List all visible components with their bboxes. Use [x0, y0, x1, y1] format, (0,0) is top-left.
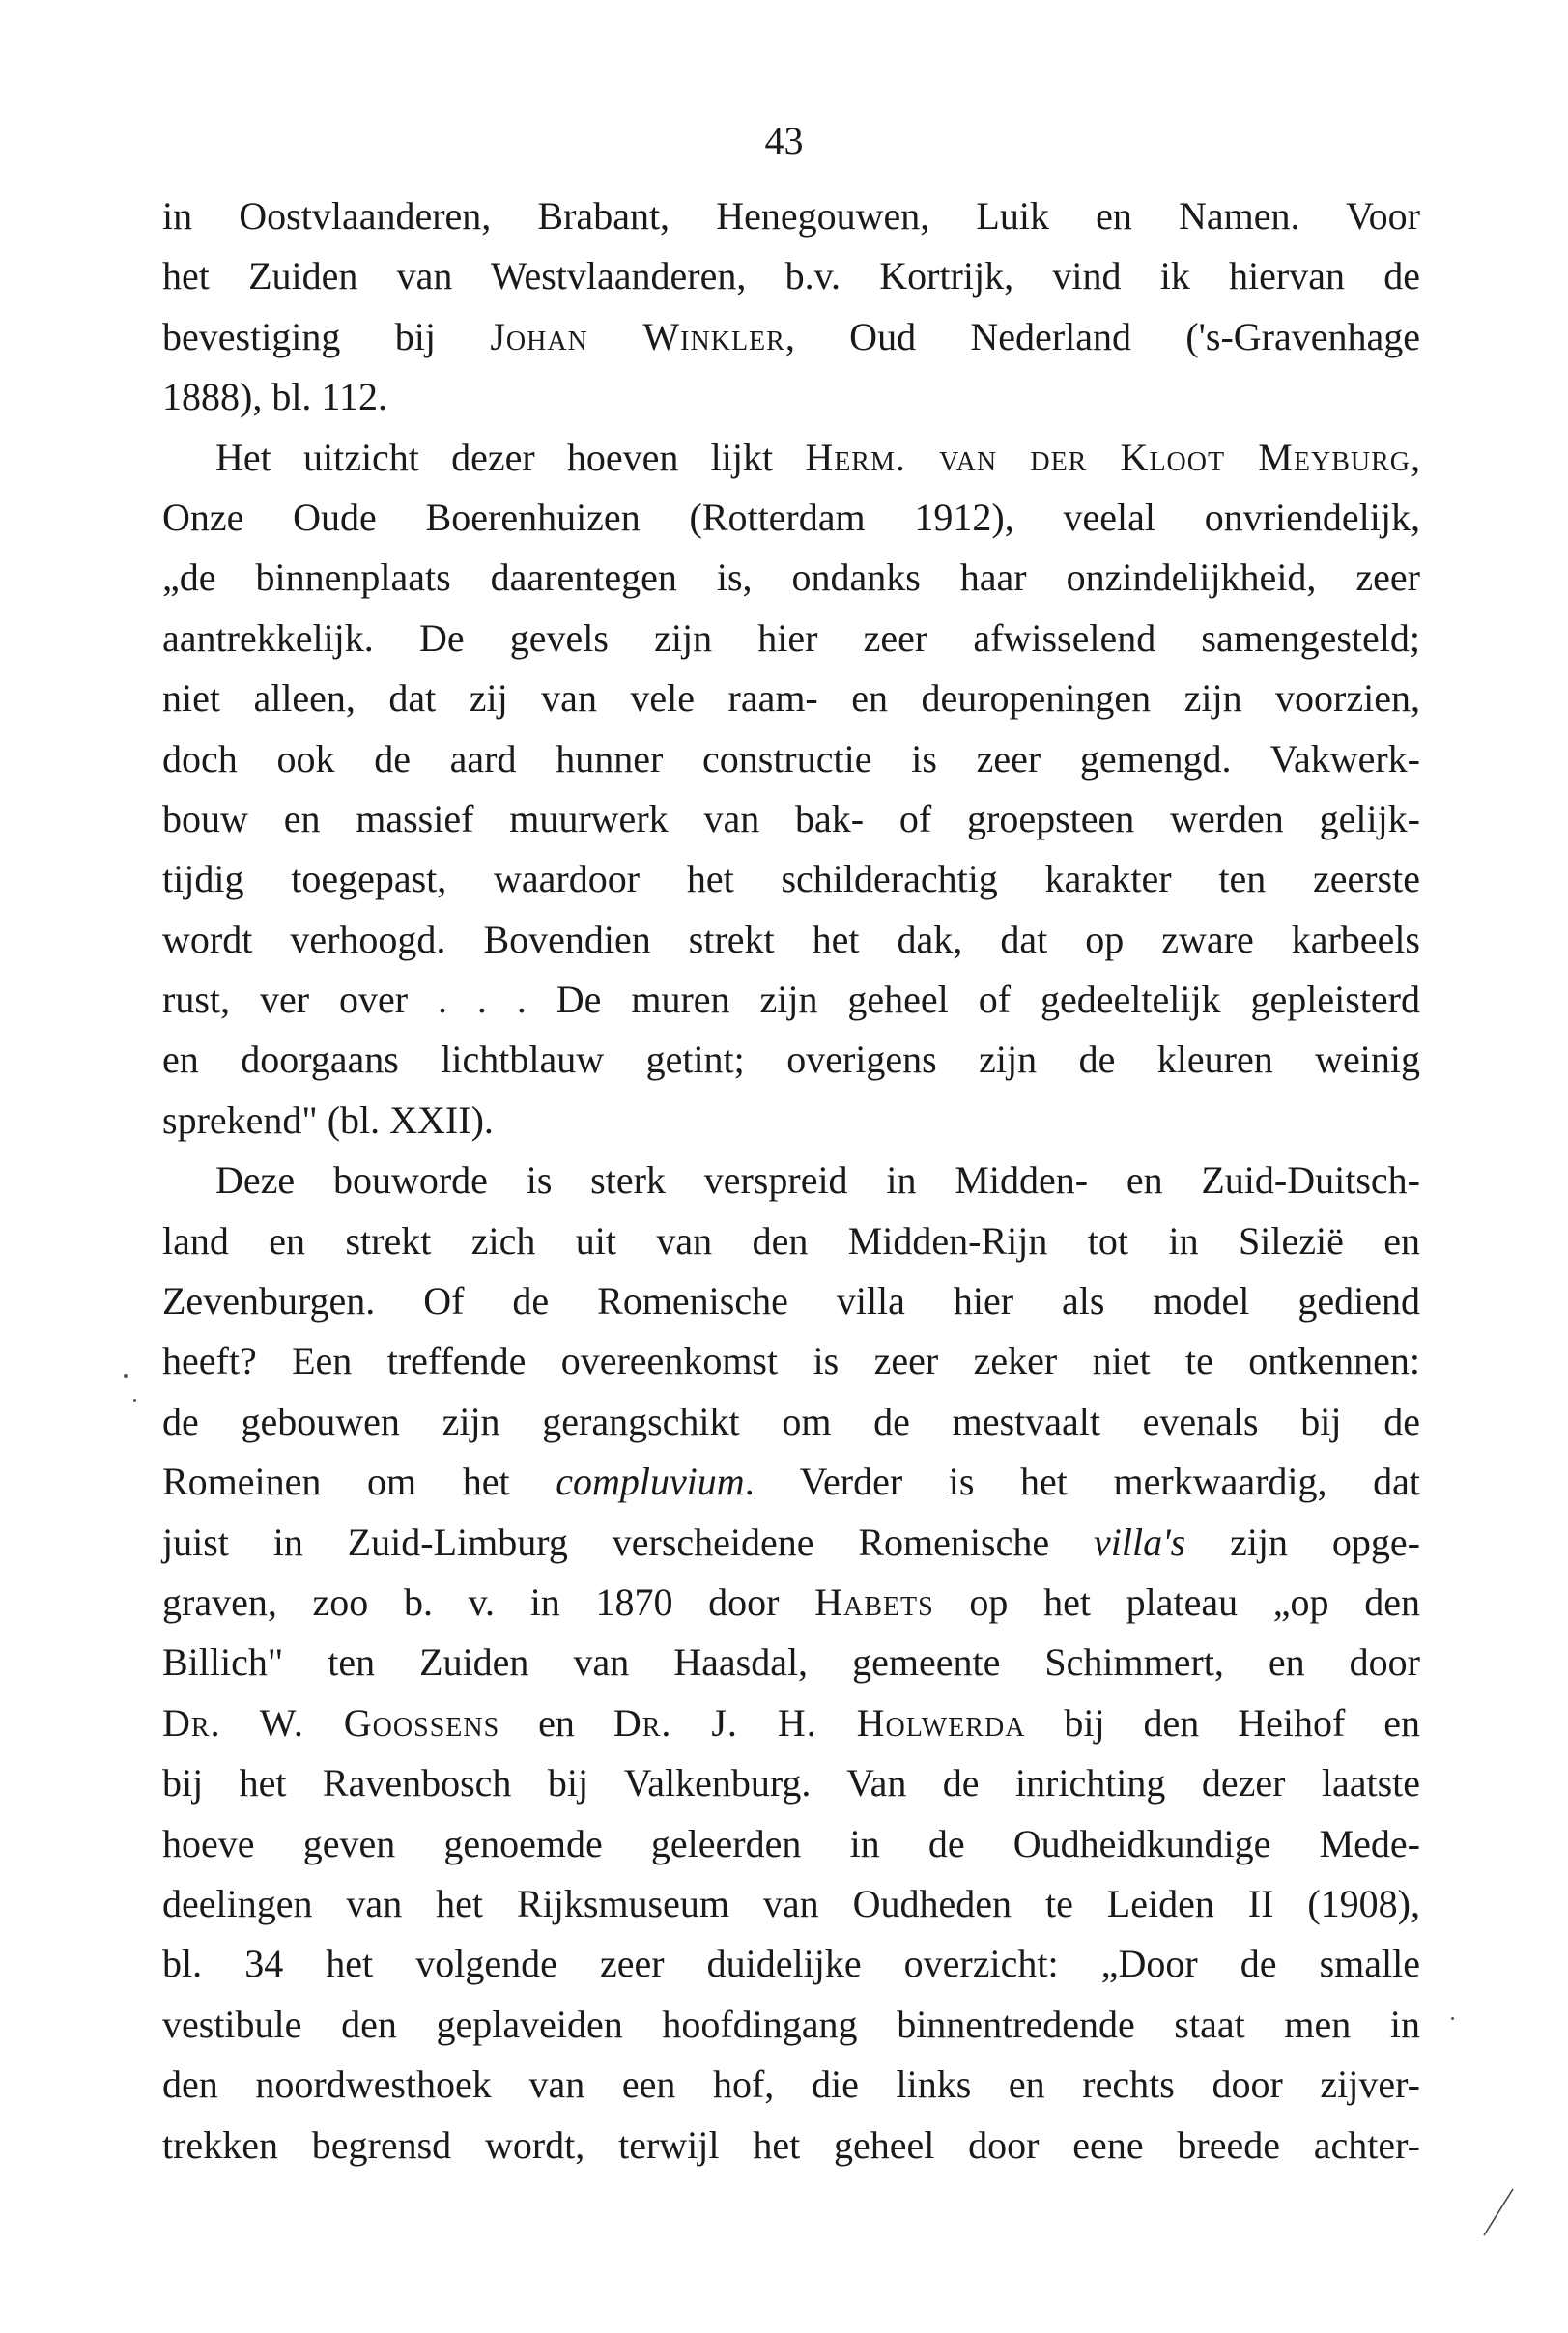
text-segment: , — [1411, 435, 1420, 479]
text-segment: tijdig toegepast, waardoor het schilderachtig karakter ten zeerste — [162, 857, 1420, 901]
text-segment: Onze Oude Boerenhuizen (Rotterdam 1912), veelal onvriendelijk, — [162, 495, 1420, 539]
text-segment: Het uitzicht dezer hoeven lijkt — [215, 435, 806, 479]
text-segment: vestibule den geplaveiden hoofdingang binnentredende staat men in — [162, 2002, 1420, 2046]
text-line — [162, 1030, 1420, 1090]
text-segment: . Verder is het merkwaardig, dat — [744, 1460, 1420, 1504]
italic-term: compluvium — [556, 1460, 745, 1504]
body-text — [162, 186, 1420, 2176]
text-segment: rust, ver over . . . De muren zijn geheel of gedeeltelijk gepleisterd — [162, 978, 1420, 1022]
text-segment: bl. 34 het volgende zeer duidelijke overzicht: „Door de smalle — [162, 1942, 1420, 1986]
text-segment: het Zuiden van Westvlaanderen, b.v. Kortrijk, vind ik hiervan de — [162, 254, 1420, 299]
text-line — [162, 1452, 1420, 1512]
text-line — [162, 1874, 1420, 1934]
text-segment: trekken begrensd wordt, terwijl het geheel door eene breede achter- — [162, 2122, 1420, 2167]
text-segment: den noordwesthoek van een hof, die links en rechts door zijver- — [162, 2063, 1420, 2107]
text-segment: doch ook de aard hunner constructie is zeer gemengd. Vakwerk- — [162, 736, 1420, 781]
text-line — [162, 2116, 1420, 2176]
text-segment: graven, zoo b. v. in 1870 door — [162, 1579, 815, 1624]
text-segment: bouw en massief muurwerk van bak- of groepsteen werden gelijk- — [162, 796, 1420, 840]
text-line — [162, 1271, 1420, 1331]
text-segment: juist in Zuid-Limburg verscheidene Romenische — [162, 1520, 1094, 1564]
text-line — [162, 1934, 1420, 1994]
text-segment: bevestiging bij — [162, 314, 491, 358]
text-segment: „de binnenplaats daarentegen is, ondanks haar onzindelijkheid, zeer — [162, 555, 1420, 600]
text-line — [162, 1633, 1420, 1693]
text-segment: wordt verhoogd. Bovendien strekt het dak, dat op zware karbeels — [162, 917, 1420, 961]
text-line — [162, 367, 1420, 427]
author-name: Herm. van der Kloot Meyburg — [805, 435, 1411, 479]
text-line — [162, 246, 1420, 306]
text-line — [162, 1331, 1420, 1391]
text-segment: Zevenburgen. Of de Romenische villa hier als model gediend — [162, 1279, 1420, 1323]
text-segment: niet alleen, dat zij van vele raam- en deuropeningen zijn voorzien, — [162, 676, 1420, 721]
text-segment: de gebouwen zijn gerangschikt om de mestvaalt evenals bij de — [162, 1399, 1420, 1443]
author-name: Johan Winkler — [490, 314, 785, 358]
text-segment: land en strekt zich uit van den Midden-Rijn tot in Silezië en — [162, 1218, 1420, 1263]
text-line — [162, 669, 1420, 728]
author-name: Habets — [814, 1579, 934, 1624]
text-segment: 1888), bl. 112. — [162, 375, 387, 419]
text-line — [162, 1151, 1420, 1210]
text-line — [162, 1753, 1420, 1813]
margin-speck — [1451, 2017, 1454, 2020]
text-line — [162, 307, 1420, 367]
text-segment: in Oostvlaanderen, Brabant, Henegouwen, Luik en Namen. Voor — [162, 194, 1420, 238]
text-line — [162, 1513, 1420, 1573]
text-segment: op het plateau „op den — [933, 1579, 1420, 1624]
text-segment: hoeve geven genoemde geleerden in de Oudheidkundige Mede- — [162, 1821, 1420, 1865]
text-line — [162, 609, 1420, 669]
text-line — [162, 1091, 1420, 1151]
author-name: Dr. W. Goossens — [162, 1700, 500, 1745]
text-line — [162, 2055, 1420, 2115]
italic-term: villa's — [1093, 1520, 1186, 1564]
text-segment: Billich" ten Zuiden van Haasdal, gemeente Schimmert, en door — [162, 1640, 1420, 1685]
text-line — [162, 548, 1420, 608]
text-line — [162, 729, 1420, 789]
text-segment: bij den Heihof en — [1025, 1700, 1421, 1745]
text-segment: Romeinen om het — [162, 1460, 556, 1504]
text-line — [162, 970, 1420, 1030]
text-segment: sprekend" (bl. XXII). — [162, 1097, 494, 1142]
text-line — [162, 910, 1420, 970]
text-segment: bij het Ravenbosch bij Valkenburg. Van de inrichting dezer laatste — [162, 1761, 1420, 1806]
text-segment: Deze bouworde is sterk verspreid in Midden- en Zuid-Duitsch- — [215, 1158, 1420, 1203]
text-segment: en doorgaans lichtblauw getint; overigens zijn de kleuren weinig — [162, 1038, 1420, 1082]
margin-speck — [124, 1374, 128, 1378]
margin-pencil-mark — [1478, 2183, 1517, 2241]
text-segment: en — [499, 1700, 613, 1745]
text-segment: zijn opge- — [1185, 1520, 1420, 1564]
text-line — [162, 1392, 1420, 1452]
text-line — [162, 1693, 1420, 1753]
margin-speck — [133, 1399, 136, 1402]
text-segment: , Oud Nederland ('s-Gravenhage — [784, 314, 1420, 358]
text-line — [162, 488, 1420, 548]
text-line — [162, 428, 1420, 488]
text-line — [162, 849, 1420, 909]
text-line — [162, 1814, 1420, 1874]
text-line — [162, 1211, 1420, 1271]
text-segment: deelingen van het Rijksmuseum van Oudheden te Leiden II (1908), — [162, 1881, 1420, 1925]
text-line — [162, 186, 1420, 246]
text-segment: aantrekkelijk. De gevels zijn hier zeer afwisselend samengesteld; — [162, 615, 1420, 660]
page-number: 43 — [764, 119, 804, 162]
author-name: Dr. J. H. Holwerda — [613, 1700, 1026, 1745]
text-segment: heeft? Een treffende overeenkomst is zeer zeker niet te ontkennen: — [162, 1339, 1420, 1383]
text-line — [162, 789, 1420, 849]
text-line — [162, 1573, 1420, 1633]
text-line — [162, 1995, 1420, 2055]
